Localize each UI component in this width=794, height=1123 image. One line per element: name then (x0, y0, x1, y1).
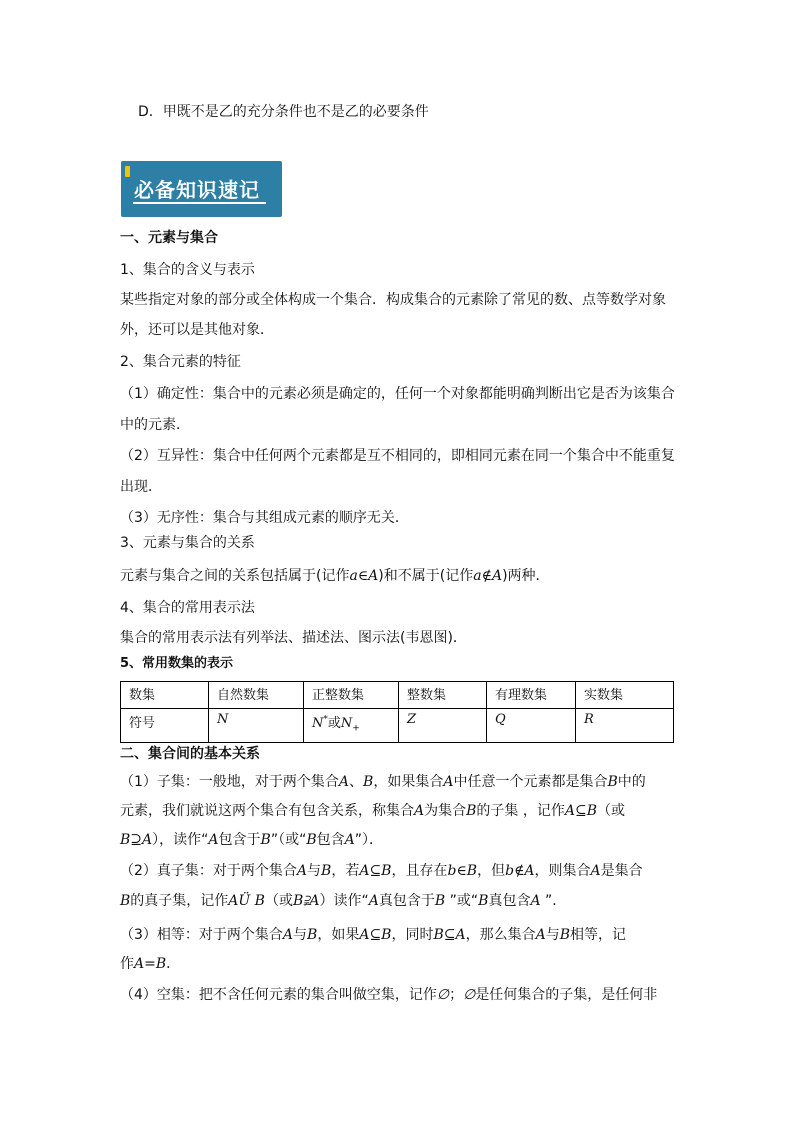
table-header-row (121, 682, 674, 709)
section1-heading: 一、元素与集合 (120, 230, 218, 246)
sub1-line2: 元素，我们就说这两个集合有包含关系，称集合A为集合B的子集 ，记作A⊆B（或 (120, 803, 626, 819)
s5-title: 5、常用数集的表示 (120, 656, 234, 671)
s2-title: 2、集合元素的特征 (120, 354, 241, 370)
s2-item2-line1: （2）互异性：集合中任何两个元素都是互不相同的，即相同元素在同一个集合中不能重复 (120, 448, 675, 464)
s2-item1-line1: （1）确定性：集合中的元素必须是确定的，任何一个对象都能明确判断出它是否为该集合 (120, 386, 675, 402)
number-sets-table (120, 681, 674, 743)
banner-underline (133, 202, 266, 204)
s3-title: 3、元素与集合的关系 (120, 535, 255, 551)
s4-paragraph: 集合的常用表示法有列举法、描述法、图示法(韦恩图)． (120, 630, 467, 646)
sub3-line1: （3）相等：对于两个集合A与B，如果A⊆B，同时B⊆A，那么集合A与B相等，记 (120, 927, 627, 943)
s1-paragraph-line1: 某些指定对象的部分或全体构成一个集合．构成集合的元素除了常见的数、点等数学对象 (120, 292, 666, 308)
sub1-line1: （1）子集：一般地，对于两个集合A、B，如果集合A中任意一个元素都是集合B中的 (120, 774, 646, 790)
s3-paragraph: 元素与集合之间的关系包括属于(记作a∈A)和不属于(记作a∉A)两种． (120, 568, 550, 584)
section2-heading: 二、集合间的基本关系 (120, 746, 260, 762)
s2-item1-line2: 中的元素． (120, 417, 190, 433)
s2-item3: （3）无序性：集合与其组成元素的顺序无关． (120, 510, 409, 526)
sub1-line3: B⊇A），读作“A包含于B”（或“B包含A”）． (120, 832, 384, 848)
table-header-cell: 数集 (121, 682, 209, 709)
s4-title: 4、集合的常用表示法 (120, 600, 255, 616)
s2-item2-line2: 出现． (120, 479, 162, 495)
table-cell-rational: Q (487, 709, 576, 743)
table-header-cell: 实数集 (576, 682, 674, 709)
table-cell-real: R (576, 709, 674, 743)
sub4-line1: （4）空集：把不含任何元素的集合叫做空集，记作∅；∅是任何集合的子集，是任何非 (120, 987, 658, 1003)
table-cell-natural: N (209, 709, 304, 743)
table-header-cell: 正整数集 (304, 682, 399, 709)
banner-tab-marker (125, 166, 130, 177)
s1-title: 1、集合的含义与表示 (120, 262, 255, 278)
table-header-cell: 有理数集 (487, 682, 576, 709)
table-cell-integer: Z (399, 709, 487, 743)
option-d-text: D．甲既不是乙的充分条件也不是乙的必要条件 (138, 104, 429, 120)
table-cell-symbol-label: 符号 (121, 709, 209, 743)
banner-title: 必备知识速记 (134, 178, 260, 202)
table-header-cell: 自然数集 (209, 682, 304, 709)
table-row (121, 709, 674, 743)
sub2-line1: （2）真子集：对于两个集合A与B，若A⊆B，且存在b∈B，但b∉A，则集合A是集合 (120, 863, 643, 879)
table-header-cell: 整数集 (399, 682, 487, 709)
table-cell-positive-int: N*或$N_+$ (304, 709, 399, 743)
sub2-line2: B的真子集，记作AÜ B（或B⫌A）读作“A真包含于B ”或“B真包含A ”． (120, 893, 567, 909)
s1-paragraph-line2: 外，还可以是其他对象． (120, 322, 274, 338)
sub3-line2: 作A=B． (120, 956, 181, 972)
